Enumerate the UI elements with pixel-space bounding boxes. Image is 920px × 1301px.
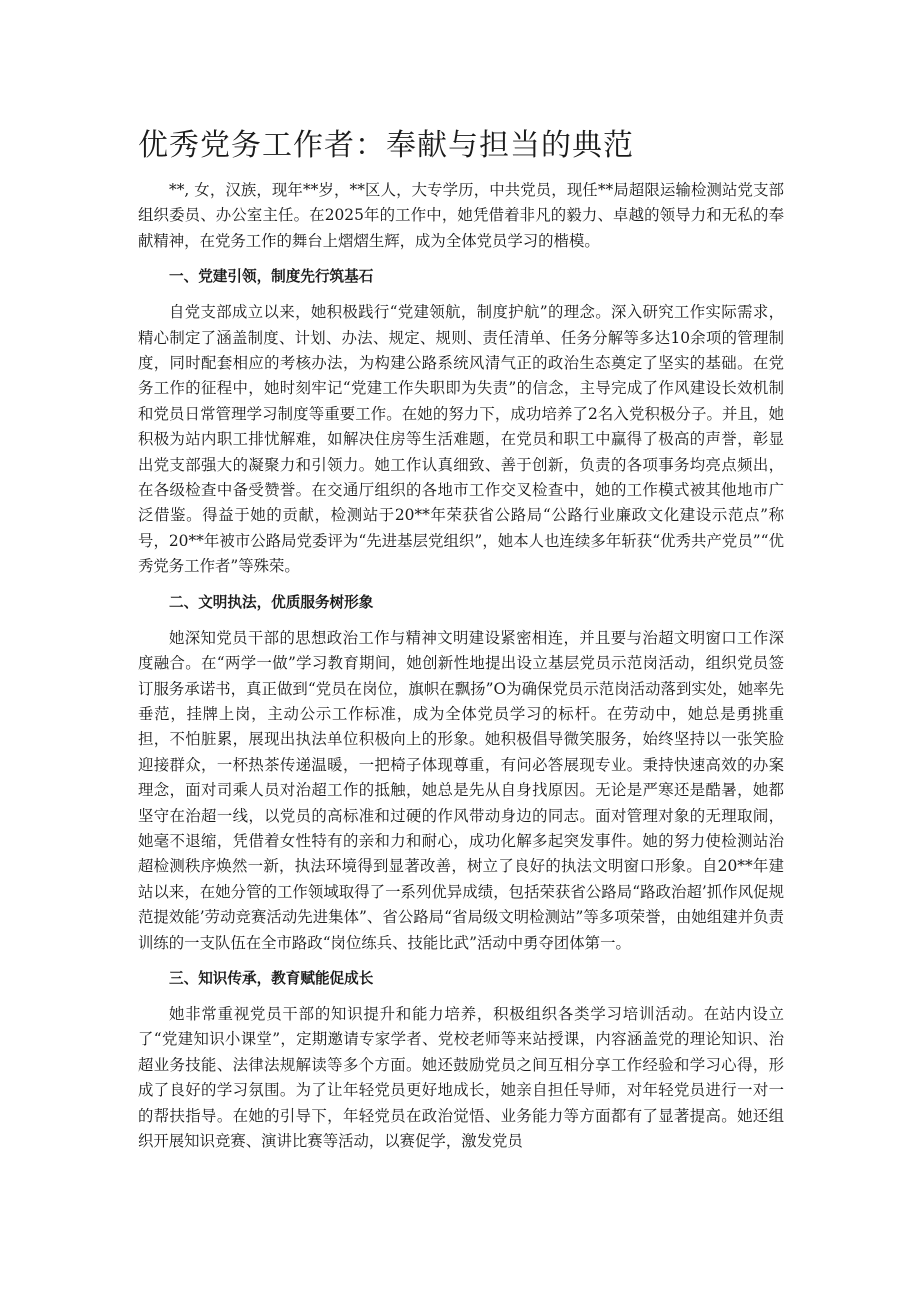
section-3 (138, 969, 784, 1154)
section-body: 她深知党员干部的思想政治工作与精神文明建设紧密相连，并且要与治超文明窗口工作深度融合。在“两学一做”学习教育期间，她创新性地提出设立基层党员示范岗活动，组织党员签订服务承诺书，真正做到“党员在岗位，旗帜在飘扬”O为确保党员示范岗活动落到实处，她率先垂范，挂牌上岗，主动公示工作标准，成为全体党员学习的标杆。在劳动中，她总是勇挑重担，不怕脏累，展现出执法单位积极向上的形象。她积极倡导微笑服务，始终坚持以一张笑脸迎接群众，一杯热茶传递温暖，一把椅子体现尊重，有问必答展现专业。秉持快速高效的办案理念，面对司乘人员对治超工作的抵触，她总是先从自身找原因。无论是严寒还是酷暑，她都坚守在治超一线，以党员的高标准和过硬的作风带动身边的同志。面对管理对象的无理取闹，她毫不退缩，凭借着女性特有的亲和力和耐心，成功化解多起突发事件。她的努力使检测站治超检测秩序焕然一新，执法环境得到显著改善，树立了良好的执法文明窗口形象。自20**年建站以来，在她分管的工作领域取得了一系列优异成绩，包括荣获省公路局“路政治超’抓作风促规范提效能’劳动竞赛活动先进集体”、省公路局“省局级文明检测站”等多项荣誉，由她组建并负责训练的一支队伍在全市路政“岗位练兵、技能比武”活动中勇夺团体第一。 (138, 628, 784, 952)
section-heading: 二、文明执法，优质服务树形象 (169, 593, 374, 611)
section-2 (138, 593, 784, 956)
document-page (138, 126, 784, 1154)
intro-paragraph: **, 女，汉族，现年**岁，**区人，大专学历，中共党员，现任**局超限运输检测站党支部组织委员、办公室主任。在2025年的工作中，她凭借着非凡的毅力、卓越的领导力和无私的奉献精神，在党务工作的舞台上熠熠生辉，成为全体党员学习的楷模。 (138, 181, 784, 250)
document-title: 优秀党务工作者：奉献与担当的典范 (138, 128, 634, 163)
section-1 (138, 267, 784, 579)
section-heading: 一、党建引领，制度先行筑基石 (169, 268, 374, 286)
section-heading: 三、知识传承，教育赋能促成长 (169, 969, 374, 987)
section-body: 自党支部成立以来，她积极践行“党建领航，制度护航”的理念。深入研究工作实际需求，精心制定了涵盖制度、计划、办法、规定、规则、责任清单、任务分解等多达10余项的管理制度，同时配套相应的考核办法，为构建公路系统风清气正的政治生态奠定了坚实的基础。在党务工作的征程中，她时刻牢记“党建工作失职即为失责”的信念，主导完成了作风建设长效机制和党员日常管理学习制度等重要工作。在她的努力下，成功培养了2名入党积极分子。并且，她积极为站内职工排忧解难，如解决住房等生活难题，在党员和职工中赢得了极高的声誉，彰显出党支部强大的凝聚力和引领力。她工作认真细致、善于创新，负责的各项事务均亮点频出，在各级检查中备受赞誉。在交通厅组织的各地市工作交叉检查中，她的工作模式被其他地市广泛借鉴。得益于她的贡献，检测站于20**年荣获省公路局“公路行业廉政文化建设示范点”称号，20**年被市公路局党委评为“先进基层党组织”，她本人也连续多年斩获“优秀共产党员”“优秀党务工作者”等殊荣。 (138, 303, 784, 576)
section-body: 她非常重视党员干部的知识提升和能力培养，积极组织各类学习培训活动。在站内设立了“党建知识小课堂”，定期邀请专家学者、党校老师等来站授课，内容涵盖党的理论知识、治超业务技能、法律法规解读等多个方面。她还鼓励党员之间互相分享工作经验和学习心得，形成了良好的学习氛围。为了让年轻党员更好地成长，她亲自担任导师，对年轻党员进行一对一的帮扶指导。在她的引导下，年轻党员在政治觉悟、业务能力等方面都有了显著提高。她还组织开展知识竞赛、演讲比赛等活动，以赛促学，激发党员 (138, 1004, 784, 1150)
